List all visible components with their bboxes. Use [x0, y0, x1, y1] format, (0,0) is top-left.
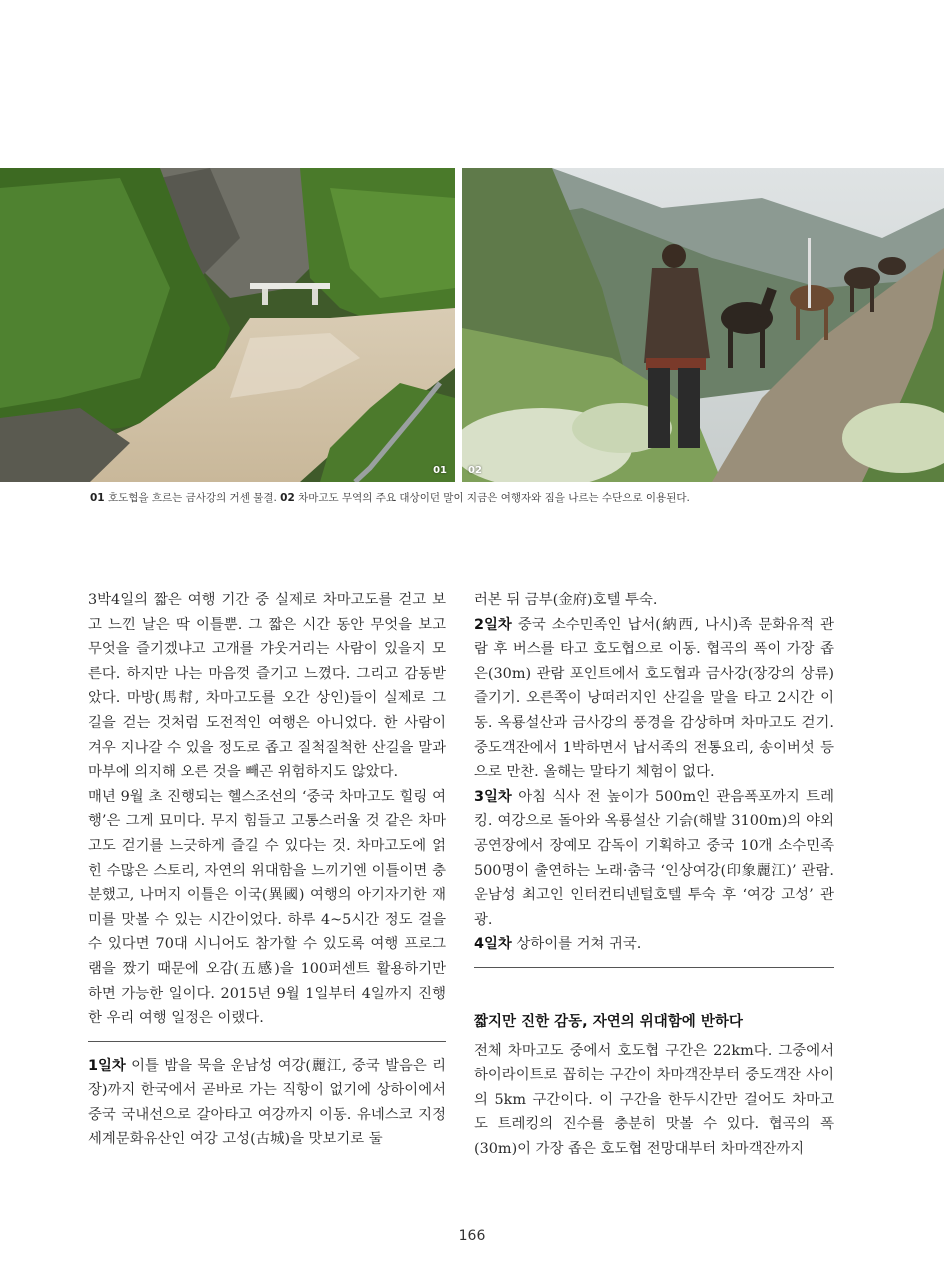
itinerary-day2 [474, 613, 834, 785]
right-column [474, 588, 834, 1161]
paragraph-tiger-leaping-gorge: 전체 차마고도 중에서 호도협 구간은 22km다. 그중에서 하이라이트로 꼽히는 구간이 차마객잔부터 중도객잔 사이의 5km 구간이다. 이 구간을 한두시간만 걸어도 차마고도 트레킹의 진수를 충분히 맛볼 수 있다. 협곡의 폭(30m)이 가장 좁은 호도협 전망대부터 차마객잔까지 [474, 1042, 834, 1157]
day1-label: 1일차 [88, 1057, 126, 1074]
day4-label: 4일차 [474, 936, 512, 953]
itinerary-day1 [88, 1054, 446, 1152]
page-number: 166 [458, 1228, 486, 1244]
caption-text-02: 차마고도 무역의 주요 대상이던 말이 지금은 여행자와 짐을 나르는 수단으로 이용된다. [294, 492, 690, 504]
photo-horses-trail [462, 168, 944, 482]
photo-caption [90, 490, 890, 505]
divider-left [88, 1041, 446, 1042]
day4-text: 상하이를 거쳐 귀국. [511, 936, 642, 953]
gorge-image [0, 168, 455, 482]
divider-right [474, 967, 834, 968]
day1-text: 이틀 밤을 묵을 운남성 여강(麗江, 중국 발음은 리장)까지 한국에서 곧바로 가는 직항이 없기에 상하이에서 중국 국내선으로 갈아타고 여강까지 이동. 유네스코 지정 세계문화유산인 여강 고성(古城)을 맛보기로 둘 [88, 1057, 446, 1148]
itinerary-day4 [474, 932, 834, 957]
paragraph-intro: 3박4일의 짧은 여행 기간 중 실제로 차마고도를 걷고 보고 느낀 날은 딱 이틀뿐. 그 짧은 시간 동안 무엇을 보고 무엇을 즐기겠냐고 고개를 갸웃거리는 사람이 있을지 모른다. 하지만 나는 마음껏 즐기고 느꼈다. 그리고 감동받았다. 마방(馬幇, 차마고도를 오간 상인)들이 실제로 그 길을 걷는 것처럼 도전적인 여행은 아니었다. 한 사람이 겨우 지나갈 수 있을 정도로 좁고 질척질척한 산길을 말과 마부에 의지해 오른 것을 빼곤 위험하지도 않았다. [88, 592, 446, 781]
horses-trail-image [462, 168, 944, 482]
caption-text-01: 호도협을 흐르는 금사강의 거센 물결. [104, 492, 281, 504]
photo-number-02: 02 [468, 465, 482, 476]
day2-text: 중국 소수민족인 납서(納西, 나시)족 문화유적 관람 후 버스를 타고 호도협으로 이동. 협곡의 폭이 가장 좁은(30m) 관람 포인트에서 호도협과 금사강(장강의 상류) 즐기기. 오른쪽이 낭떠러지인 산길을 말을 타고 2시간 이동. 옥룡설산과 금사강의 풍경을 감상하며 차마고도 걷기. 중도객잔에서 1박하면서 납서족의 전통요리, 송이버섯 등으로 만찬. 올해는 말타기 체험이 없다. [474, 616, 834, 781]
paragraph-day1-continued: 러본 뒤 금부(金府)호텔 투숙. [474, 592, 658, 608]
day2-label: 2일차 [474, 616, 512, 633]
photo-number-01: 01 [433, 465, 447, 476]
day3-label: 3일차 [474, 788, 512, 805]
photo-gorge [0, 168, 455, 482]
left-column [88, 588, 446, 1152]
paragraph-healing-tour: 매년 9월 초 진행되는 헬스조선의 ‘중국 차마고도 힐링 여행’은 그게 묘미다. 무지 힘들고 고통스러울 것 같은 차마고도 걷기를 느긋하게 즐길 수 있다는 것. 차마고도에 얽힌 수많은 스토리, 자연의 위대함을 느끼기엔 이틀이면 충분했고, 나머지 이틀은 이국(異國) 여행의 아기자기한 재미를 맛볼 수 있는 시간이었다. 하루 4~5시간 정도 걸을 수 있다면 70대 시니어도 참가할 수 있도록 여행 프로그램을 짰기 때문에 오감(五感)을 100퍼센트 활용하기만 하면 가능한 일이다. 2015년 9월 1일부터 4일까지 진행한 우리 여행 일정은 이랬다. [88, 788, 446, 1027]
caption-number-02: 02 [280, 492, 295, 504]
day3-text: 아침 식사 전 높이가 500m인 관음폭포까지 트레킹. 여강으로 돌아와 옥룡설산 기슭(해발 3100m)의 야외 공연장에서 장예모 감독이 기획하고 중국 10개 소수민족 500명이 출연하는 노래·춤극 ‘인상여강(印象麗江)’ 관람. 운남성 최고인 인터컨티넨털호텔 투숙 후 ‘여강 고성’ 관광. [474, 788, 834, 928]
section-title: 짧지만 진한 감동, 자연의 위대함에 반하다 [474, 1013, 743, 1030]
itinerary-day3 [474, 785, 834, 933]
caption-number-01: 01 [90, 492, 105, 504]
